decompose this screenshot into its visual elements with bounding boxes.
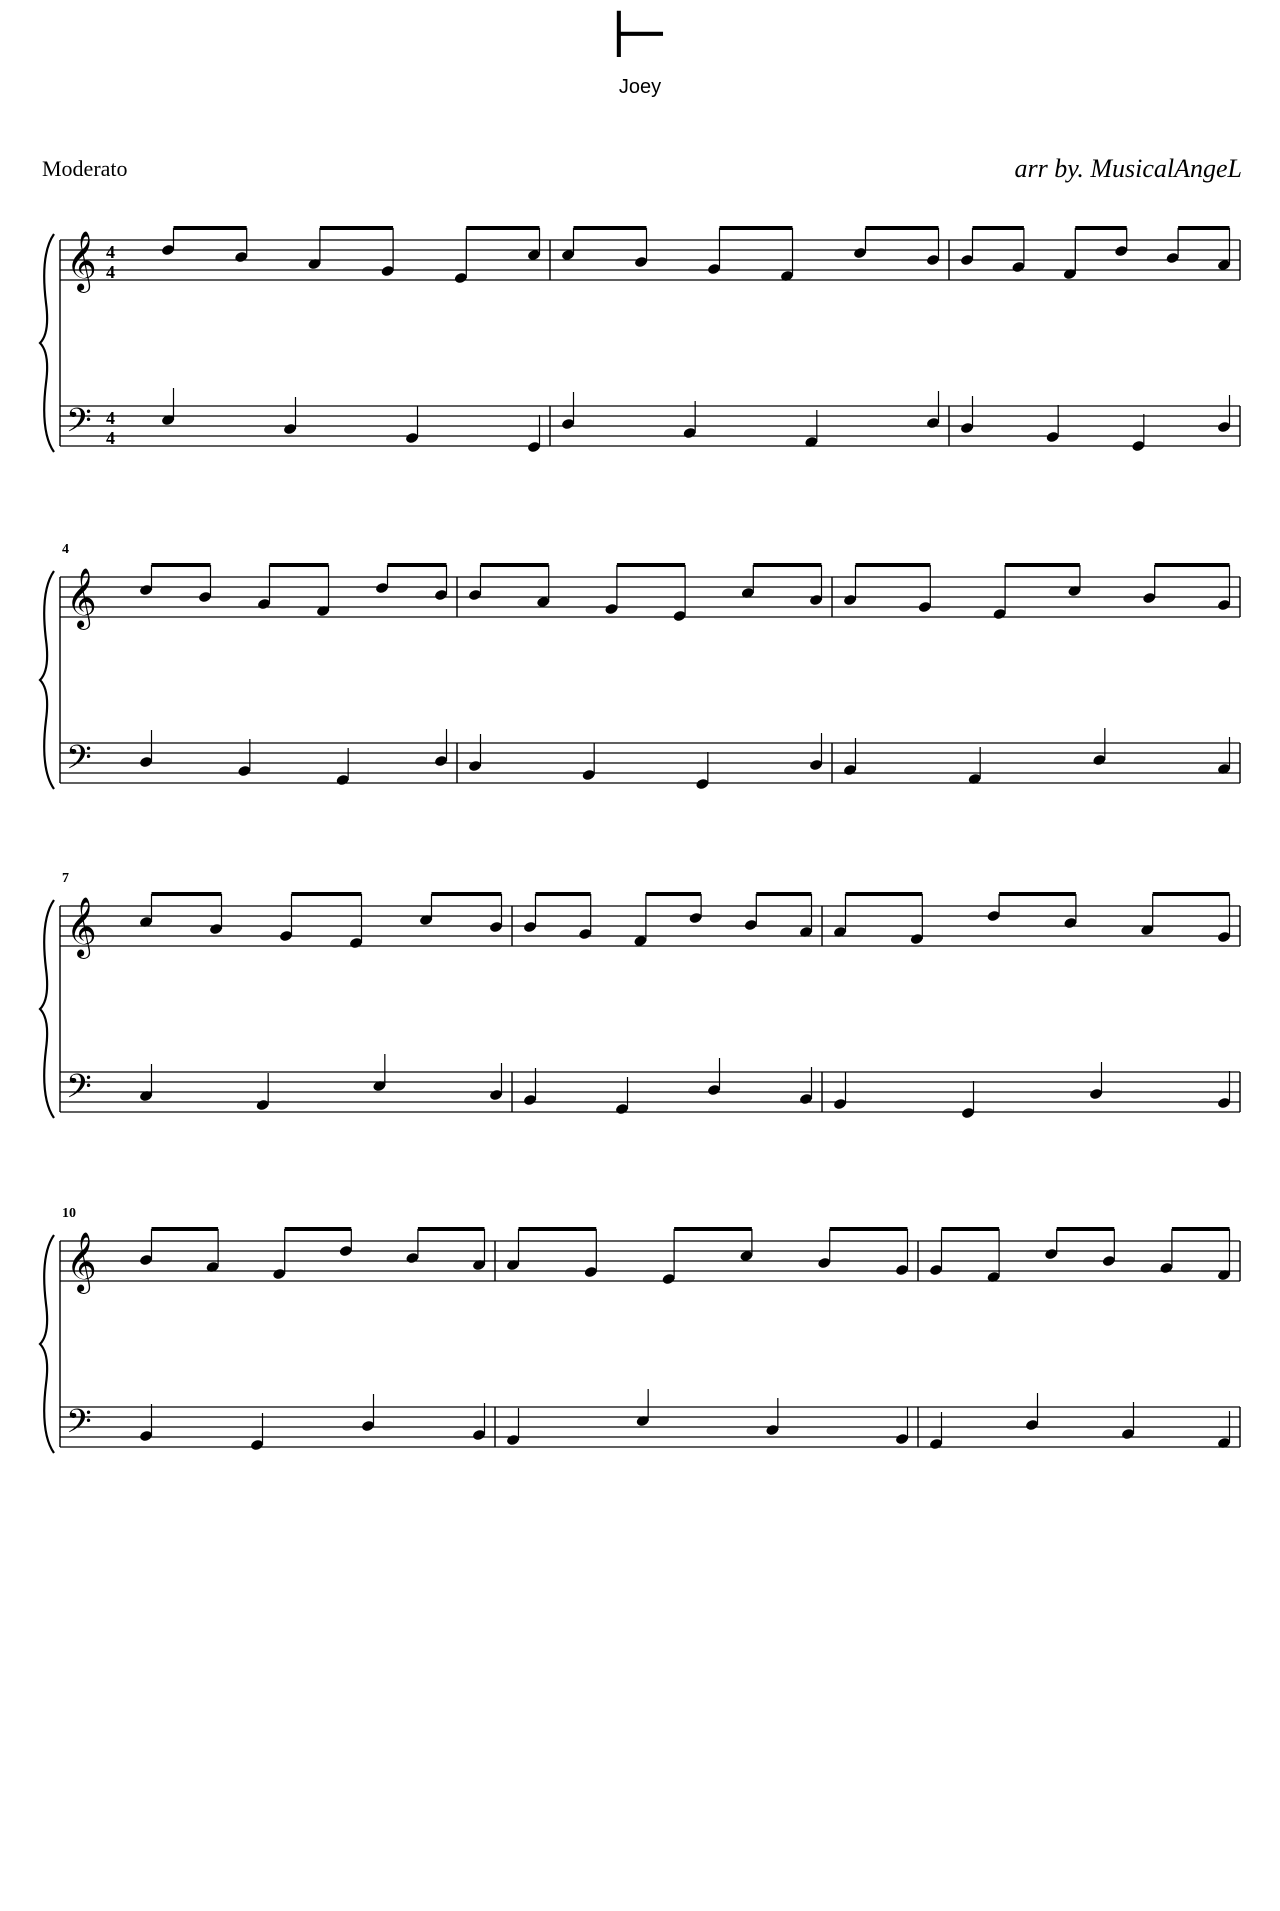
bass-notes (843, 728, 1231, 785)
bass-staff (60, 743, 1240, 783)
brace (40, 1235, 54, 1453)
treble-notes (161, 228, 541, 284)
measure-number: 7 (62, 871, 69, 886)
system (40, 228, 1240, 453)
bass-staff (60, 1407, 1240, 1447)
bass-notes (523, 1058, 813, 1115)
page-title: ⊢ (611, 0, 669, 73)
treble-notes (929, 1229, 1231, 1283)
time-signature-denominator: 4 (106, 262, 115, 282)
treble-notes (468, 565, 823, 622)
bass-notes (468, 733, 823, 790)
system (40, 871, 1240, 1119)
bass-clef-icon: 𝄢 (66, 739, 92, 785)
treble-notes (523, 894, 813, 947)
brace (40, 234, 54, 452)
treble-clef-icon: 𝄞 (66, 568, 97, 628)
treble-clef-icon: 𝄞 (66, 231, 97, 291)
bass-clef-icon: 𝄢 (66, 1068, 92, 1114)
tempo-marking: Moderato (42, 156, 128, 181)
bass-notes (506, 1389, 909, 1446)
treble-notes (833, 894, 1231, 945)
bass-notes (139, 729, 448, 786)
treble-clef-icon: 𝄞 (66, 1232, 97, 1292)
bass-notes (139, 1394, 486, 1451)
brace (40, 571, 54, 789)
treble-staff (60, 577, 1240, 617)
treble-notes (561, 228, 940, 282)
treble-notes (960, 228, 1231, 280)
bass-notes (960, 395, 1231, 452)
brace (40, 900, 54, 1118)
treble-staff (60, 906, 1240, 946)
treble-staff (60, 1241, 1240, 1281)
bass-notes (139, 1054, 503, 1111)
system (40, 1206, 1240, 1453)
bass-notes (161, 388, 541, 453)
bass-clef-icon: 𝄢 (66, 402, 92, 448)
arranger-credit: arr by. MusicalAngeL (1014, 154, 1242, 183)
treble-clef-icon: 𝄞 (66, 897, 97, 957)
treble-notes (843, 565, 1231, 620)
bass-staff (60, 406, 1240, 446)
bass-notes (929, 1393, 1231, 1450)
time-signature-numerator: 4 (106, 408, 115, 428)
bass-staff (60, 1072, 1240, 1112)
time-signature-numerator: 4 (106, 242, 115, 262)
measure-number: 10 (62, 1206, 76, 1221)
system (40, 542, 1240, 790)
treble-notes (139, 894, 503, 949)
time-signature-denominator: 4 (106, 428, 115, 448)
bass-notes (561, 391, 940, 448)
measure-number: 4 (62, 542, 69, 557)
treble-notes (139, 565, 448, 617)
bass-clef-icon: 𝄢 (66, 1403, 92, 1449)
treble-notes (139, 1229, 486, 1280)
page-subtitle: Joey (618, 76, 662, 98)
bass-notes (833, 1062, 1231, 1119)
treble-notes (506, 1229, 909, 1285)
